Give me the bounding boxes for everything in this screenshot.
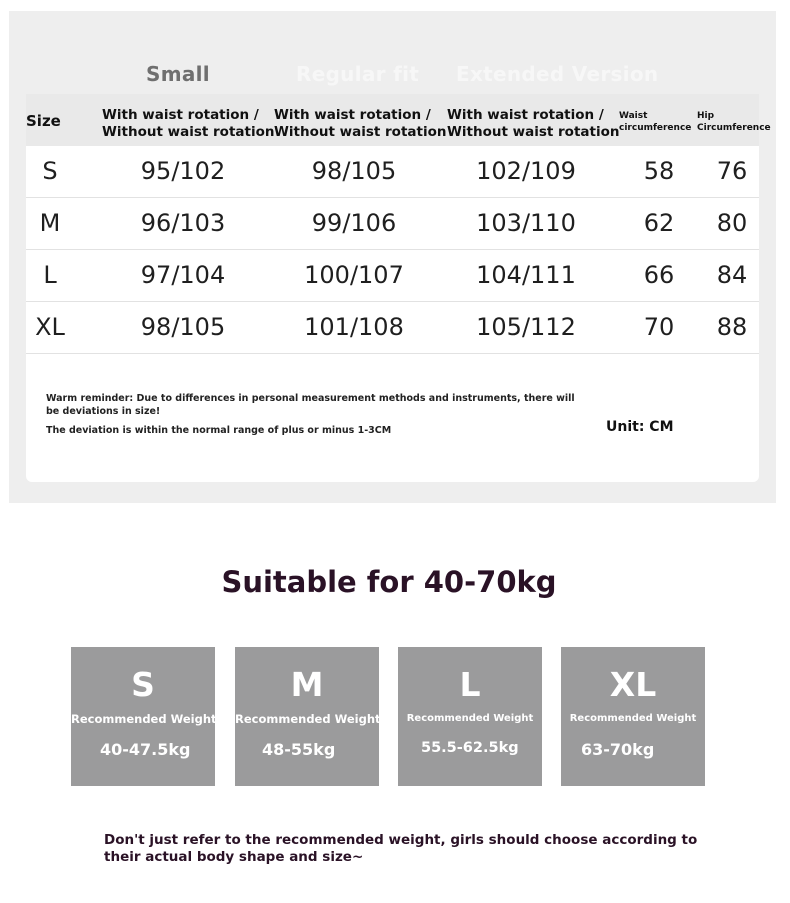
header-extended-rotation: With waist rotation / Without waist rotation: [447, 107, 620, 140]
table-header: [26, 94, 771, 146]
table-row: [26, 302, 759, 354]
row-hip: 88: [716, 313, 748, 341]
unit-label: Unit: CM: [606, 419, 674, 435]
row-small: 98/105: [140, 313, 226, 341]
weight-card-l: [398, 647, 542, 786]
row-regular: 99/106: [311, 209, 397, 237]
deviation-note: The deviation is within the normal range of plus or minus 1-3CM: [46, 425, 392, 436]
row-small: 97/104: [140, 261, 226, 289]
row-size: L: [43, 261, 57, 289]
row-hip: 80: [716, 209, 748, 237]
card-label: Recommended Weight: [406, 713, 534, 724]
row-hip: 76: [716, 157, 748, 185]
card-value: 48-55kg: [262, 740, 336, 759]
card-value: 55.5-62.5kg: [421, 740, 519, 756]
card-size: XL: [609, 665, 657, 704]
row-extended: 103/110: [476, 209, 576, 237]
row-regular: 101/108: [304, 313, 404, 341]
card-size: M: [290, 665, 324, 704]
row-waist: 70: [643, 313, 675, 341]
header-size: Size: [26, 112, 61, 130]
row-hip: 84: [716, 261, 748, 289]
card-size: L: [459, 665, 481, 704]
row-extended: 104/111: [476, 261, 576, 289]
table-row: [26, 146, 759, 198]
row-size: S: [42, 157, 58, 185]
card-value: 40-47.5kg: [100, 740, 191, 759]
header-waist: Waist circumference: [619, 111, 692, 133]
weight-card-xl: [561, 647, 705, 786]
table-row: [26, 250, 759, 302]
weight-card-s: [71, 647, 215, 786]
row-size: M: [39, 209, 61, 237]
card-label: Recommended Weight: [569, 713, 697, 724]
row-regular: 100/107: [304, 261, 404, 289]
row-extended: 102/109: [476, 157, 576, 185]
row-small: 96/103: [140, 209, 226, 237]
weight-card-m: [235, 647, 379, 786]
row-waist: 58: [643, 157, 675, 185]
suitable-weight-title: Suitable for 40-70kg: [221, 565, 557, 599]
header-regular-rotation: With waist rotation / Without waist rotation: [274, 107, 447, 140]
row-small: 95/102: [140, 157, 226, 185]
card-label: Recommended Weight: [235, 712, 381, 726]
warm-reminder: Warm reminder: Due to differences in personal measurement methods and instruments, there will be deviations in size!: [46, 393, 575, 417]
row-extended: 105/112: [476, 313, 576, 341]
row-waist: 62: [643, 209, 675, 237]
fit-label-regular: Regular fit: [296, 62, 420, 86]
card-label: Recommended Weight: [71, 712, 217, 726]
size-table: [26, 94, 771, 482]
card-value: 63-70kg: [581, 740, 655, 759]
fit-label-extended: Extended Version: [456, 62, 659, 86]
footer-note: Don't just refer to the recommended weight, girls should choose according to their actual body shape and size~: [104, 832, 698, 865]
table-row: [26, 198, 759, 250]
header-small-rotation: With waist rotation / Without waist rotation: [102, 107, 275, 140]
card-size: S: [131, 665, 155, 704]
fit-label-small: Small: [146, 62, 210, 86]
row-size: XL: [35, 313, 65, 341]
row-waist: 66: [643, 261, 675, 289]
header-hip: Hip Circumference: [697, 111, 771, 133]
row-regular: 98/105: [311, 157, 397, 185]
